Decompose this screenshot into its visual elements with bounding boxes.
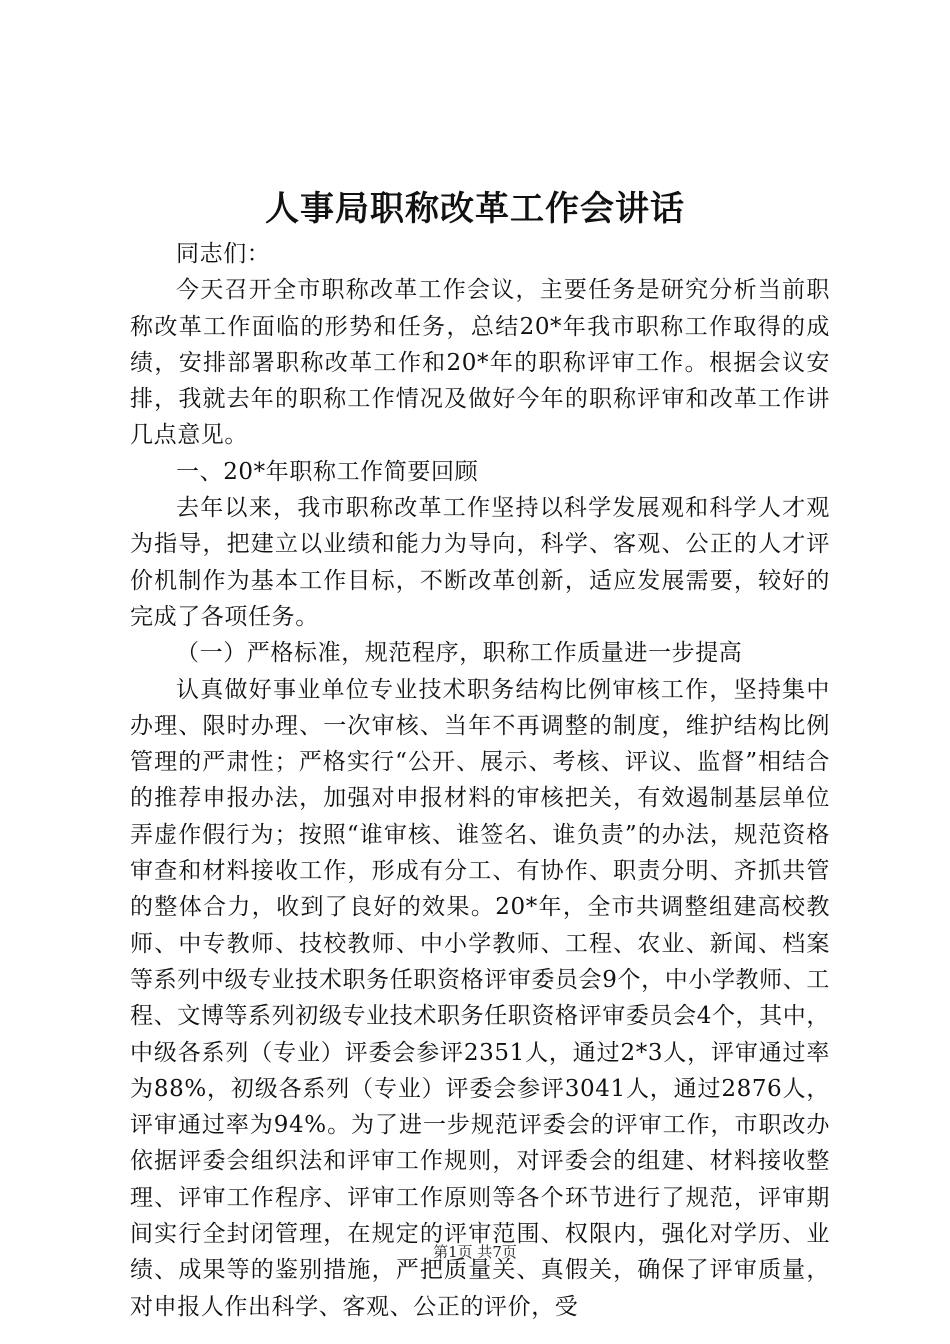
page-footer: 第1页 共7页	[433, 1243, 517, 1261]
paragraph-review: 去年以来，我市职称改革工作坚持以科学发展观和科学人才观为指导，把建立以业绩和能力为导向，科学、客观、公正的人才评价机制作为基本工作目标，不断改革创新，适应发展需要，较好的完成了各项任务。	[130, 495, 830, 630]
document-title: 人事局职称改革工作会讲话	[265, 189, 685, 229]
subsection-heading: （一）严格标准，规范程序，职称工作质量进一步提高	[176, 640, 743, 667]
salutation: 同志们：	[176, 241, 271, 267]
paragraph-details: 认真做好事业单位专业技术职务结构比例审核工作，坚持集中办理、限时办理、一次审核、当年不再调整的制度，维护结构比例管理的严肃性；严格实行“公开、展示、考核、评议、监督”相结合的推荐申报办法，加强对申报材料的审核把关，有效遏制基层单位弄虚作假行为；按照“谁审核、谁签名、谁负责”的办法，规范资格审查和材料接收工作，形成有分工、有协作、职责分明、齐抓共管的整体合力，收到了良好的效果。20*年，全市共调整组建高校教师、中专教师、技校教师、中小学教师、工程、农业、新闻、档案等系列中级专业技术职务任职资格评审委员会9个，中小学教师、工程、文博等系列初级专业技术职务任职资格评审委员会4个，其中，中级各系列（专业）评委会参评2351人，通过2*3人，评审通过率为88%，初级各系列（专业）评委会参评3041人，通过2876人，评审通过率为94%。为了进一步规范评委会的评审工作，市职改办依据评委会组织法和评审工作规则，对评委会的组建、材料接收整理、评审工作程序、评审工作原则等各个环节进行了规范，评审期间实行全封闭管理，在规定的评审范围、权限内，强化对学历、业绩、成果等的鉴别措施，严把质量关、真假关，确保了评审质量，对申报人作出科学、客观、公正的评价，受	[130, 676, 830, 1320]
section-heading: 一、20*年职称工作简要回顾	[176, 458, 479, 485]
paragraph-intro: 今天召开全市职称改革工作会议，主要任务是研究分析当前职称改革工作面临的形势和任务，总结20*年我市职称工作取得的成绩，安排部署职称改革工作和20*年的职称评审工作。根据会议安排，我就去年的职称工作情况及做好今年的职称评审和改革工作讲几点意见。	[130, 277, 830, 449]
document-body	[130, 236, 830, 1325]
